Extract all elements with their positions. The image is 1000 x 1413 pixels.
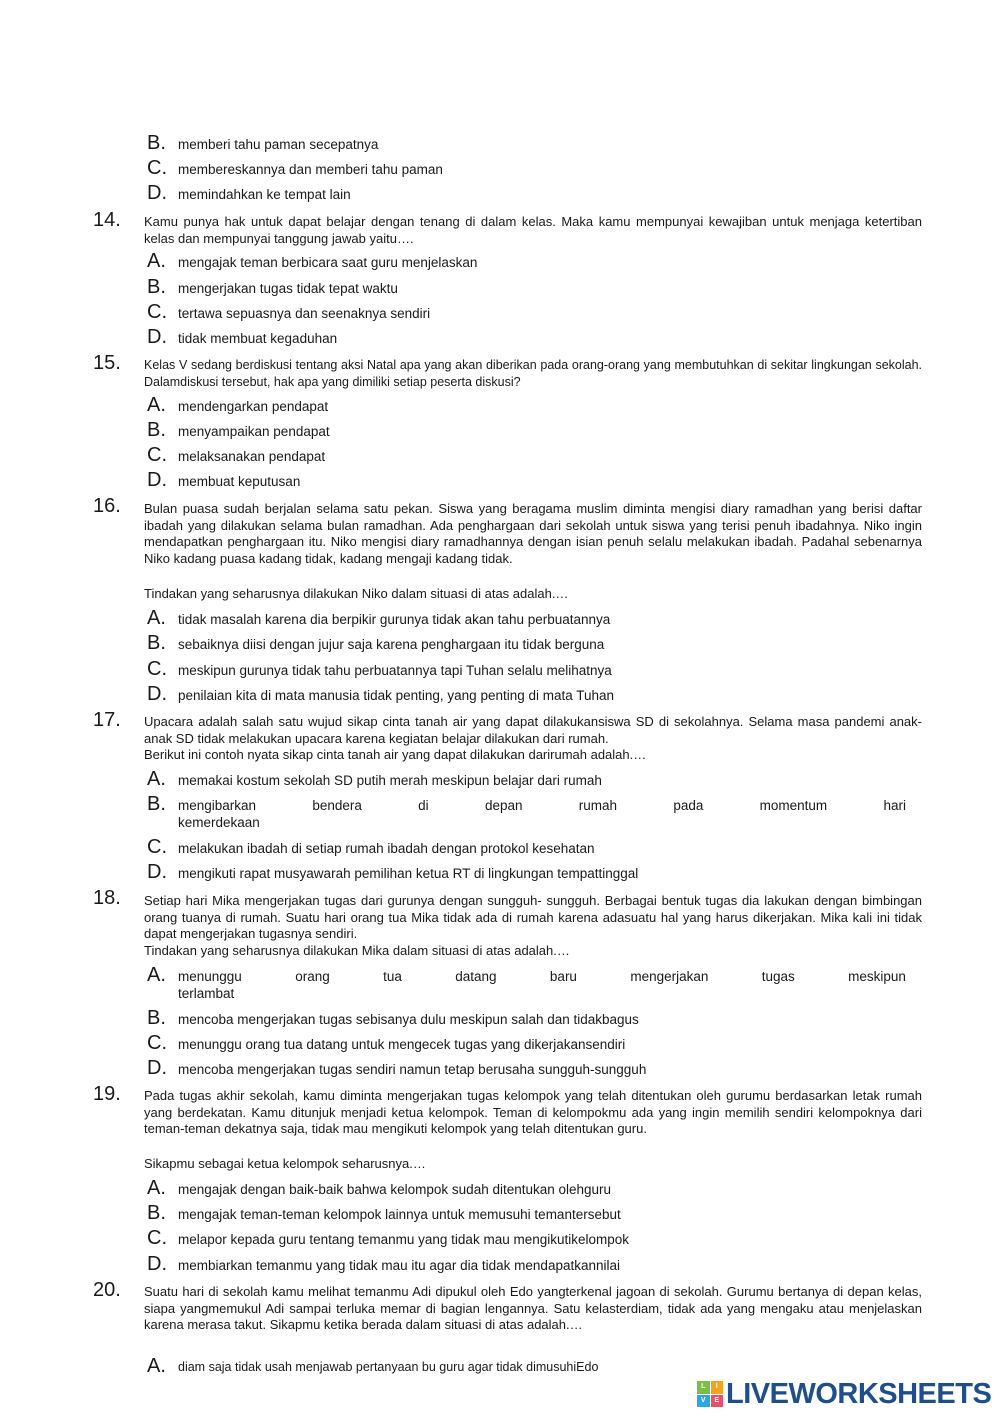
option-letter: C. (147, 1227, 167, 1249)
question-number: 20. (93, 1279, 121, 1301)
option-word: momentum (759, 798, 828, 813)
option-text: meskipun gurunya tidak tahu perbuatannya tapi Tuhan selalu melihatnya (178, 663, 612, 678)
option-letter: B. (147, 419, 166, 441)
question-number: 15. (93, 352, 121, 374)
option-word: mengibarkan (178, 798, 257, 813)
option-text: melaksanakan pendapat (178, 449, 326, 464)
question-prompt: Tindakan yang seharusnya dilakukan Niko dalam situasi di atas adalah.… (144, 586, 569, 601)
option-letter: A. (147, 250, 166, 272)
liveworksheets-logo[interactable] (697, 1377, 991, 1411)
option-word: tugas (761, 969, 795, 984)
option-text: memakai kostum sekolah SD putih merah meskipun belajar dari rumah (178, 773, 602, 788)
question-text: Pada tugas akhir sekolah, kamu diminta mengerjakan tugas kelompok yang telah ditentukan oleh gurumu berdasarkan letak rumah yang berdekatan. Kamu ditunjuk menjadi ketua kelompok. Teman di kelompokmu ada yang ingin memilih sendiri kelompoknya dari teman-teman dekatnya saja, tidak mau mengikuti kelompok yang telah ditentukan guru. (144, 1088, 922, 1136)
option-word: menunggu (178, 969, 242, 984)
option-letter: A. (147, 1177, 166, 1199)
option-text-continued: terlambat (178, 986, 235, 1001)
option-word: hari (883, 798, 906, 813)
option-letter: C. (147, 157, 167, 179)
brand-name: LIVEWORKSHEETS (726, 1377, 992, 1410)
option-letter: B. (147, 1202, 166, 1224)
option-text: penilaian kita di mata manusia tidak penting, yang penting di mata Tuhan (178, 688, 615, 703)
option-letter: B. (147, 276, 166, 298)
option-word: depan (484, 798, 523, 813)
logo-icon (697, 1381, 723, 1407)
option-text: mendengarkan pendapat (178, 399, 329, 414)
option-text: mengajak dengan baik-baik bahwa kelompok sudah ditentukan olehguru (178, 1182, 612, 1197)
option-letter: B. (147, 793, 166, 815)
question-prompt: Tindakan yang seharusnya dilakukan Mika dalam situasi di atas adalah.… (144, 943, 570, 958)
option-text-line (178, 968, 906, 985)
option-letter: A. (147, 394, 166, 416)
question-text: Bulan puasa sudah berjalan selama satu pekan. Siswa yang beragama muslim diminta mengisi diary ramadhan yang berisi daftar ibadah yang dilakukan selama bulan ramadhan. Ada penghargaan dari sekolah untuk siswa yang terisi penuh ibadahnya. Niko ingin mendapatkan penghargaan itu. Niko mengisi diary ramadhannya dengan isian penuh selalu melakukan ibadah. Padahal sebenarnya Niko kadang puasa kadang tidak, kadang mengaji kadang tidak. (144, 501, 922, 566)
option-letter: D. (147, 1057, 167, 1079)
option-letter: B. (147, 132, 166, 154)
question-number: 18. (93, 887, 121, 909)
option-text: melapor kepada guru tentang temanmu yang tidak mau mengikutikelompok (178, 1232, 630, 1247)
option-letter: A. (147, 607, 166, 629)
question-text: Kamu punya hak untuk dapat belajar dengan tenang di dalam kelas. Maka kamu mempunyai kewajiban untuk menjaga ketertiban kelas dan mempunyai tanggung jawab yaitu…. (144, 214, 922, 246)
option-text: tidak membuat kegaduhan (178, 331, 338, 346)
option-word: mengerjakan (630, 969, 709, 984)
option-text: mengajak teman berbicara saat guru menjelaskan (178, 255, 478, 270)
option-text: membereskannya dan memberi tahu paman (178, 162, 443, 177)
option-letter: B. (147, 632, 166, 654)
option-text (178, 797, 923, 831)
question-number: 16. (93, 495, 121, 517)
question-number: 19. (93, 1083, 121, 1105)
option-text-continued: kemerdekaan (178, 815, 260, 830)
question-text: Suatu hari di sekolah kamu melihat temanmu Adi dipukul oleh Edo yangterkenal jagoan di sekolah. Gurumu bertanya di depan kelas, siapa yangmemukul Adi sampai terluka memar di bagian lengannya. Satu kelasterdiam, tidak ada yang mengaku atau menjelaskan karena merasa takut. Sikapmu ketika berada dalam situasi di atas adalah.… (144, 1284, 922, 1332)
option-text: membuat keputusan (178, 474, 301, 489)
option-text: mencoba mengerjakan tugas sendiri namun tetap berusaha sungguh-sungguh (178, 1062, 647, 1077)
logo-tile: I (711, 1381, 724, 1394)
option-word: datang (455, 969, 497, 984)
option-letter: D. (147, 182, 167, 204)
logo-tile: V (697, 1395, 710, 1408)
option-word: bendera (312, 798, 362, 813)
option-letter: C. (147, 444, 167, 466)
question-text: Upacara adalah salah satu wujud sikap cinta tanah air yang dapat dilakukansiswa SD di sekolahnya. Selama masa pandemi anak-anak SD tidak melakukan upacara karena kegiatan belajar dilakukan dari rumah. (144, 714, 922, 746)
option-letter: D. (147, 469, 167, 491)
option-letter: A. (147, 768, 166, 790)
option-letter: A. (147, 1355, 166, 1377)
option-letter: B. (147, 1007, 166, 1029)
option-letter: C. (147, 658, 167, 680)
question-text: Kelas V sedang berdiskusi tentang aksi Natal apa yang akan diberikan pada orang-orang yang membutuhkan di sekitar lingkungan sekolah. Dalamdiskusi tersebut, hak apa yang dimiliki setiap peserta diskusi? (144, 358, 922, 389)
option-letter: C. (147, 1032, 167, 1054)
option-letter: D. (147, 683, 167, 705)
option-letter: A. (147, 964, 166, 986)
option-text: menyampaikan pendapat (178, 424, 330, 439)
option-letter: D. (147, 1253, 167, 1275)
option-letter: C. (147, 301, 167, 323)
question-prompt: Sikapmu sebagai ketua kelompok seharusnya.… (144, 1156, 426, 1171)
option-text: diam saja tidak usah menjawab pertanyaan bu guru agar tidak dimusuhiEdo (178, 1360, 599, 1374)
option-text: tidak masalah karena dia berpikir gurunya tidak akan tahu perbuatannya (178, 612, 611, 627)
option-text: tertawa sepuasnya dan seenaknya sendiri (178, 306, 431, 321)
option-letter: D. (147, 861, 167, 883)
question-prompt: Berikut ini contoh nyata sikap cinta tanah air yang dapat dilakukan darirumah adalah.… (144, 747, 647, 762)
question-number: 17. (93, 709, 121, 731)
question-number: 14. (93, 209, 121, 231)
option-text: mengerjakan tugas tidak tepat waktu (178, 281, 398, 296)
logo-tile: E (711, 1395, 724, 1408)
option-word: baru (549, 969, 577, 984)
option-text (178, 968, 923, 1002)
option-word: meskipun (848, 969, 906, 984)
option-text: mengikuti rapat musyawarah pemilihan ketua RT di lingkungan tempattinggal (178, 866, 639, 881)
option-word: rumah (578, 798, 618, 813)
option-text: mengajak teman-teman kelompok lainnya untuk memusuhi temantersebut (178, 1207, 621, 1222)
option-word: di (418, 798, 429, 813)
option-text: sebaiknya diisi dengan jujur saja karena penghargaan itu tidak berguna (178, 637, 605, 652)
option-text: menunggu orang tua datang untuk mengecek tugas yang dikerjakansendiri (178, 1037, 626, 1052)
option-text: memberi tahu paman secepatnya (178, 137, 379, 152)
option-letter: D. (147, 326, 167, 348)
option-word: orang (295, 969, 330, 984)
option-text: melakukan ibadah di setiap rumah ibadah dengan protokol kesehatan (178, 841, 595, 856)
option-text: mencoba mengerjakan tugas sebisanya dulu meskipun salah dan tidakbagus (178, 1012, 639, 1027)
option-word: tua (383, 969, 402, 984)
option-word: pada (673, 798, 704, 813)
logo-tile: L (697, 1381, 710, 1394)
question-text: Setiap hari Mika mengerjakan tugas dari gurunya dengan sungguh- sungguh. Berbagai bentuk tugas dia lakukan dengan bimbingan orang tuanya di rumah. Suatu hari orang tua Mika tidak ada di rumah karena adasuatu hal yang harus dikerjakan. Mika kali ini tidak dapat mengerjakan tugasnya sendiri. (144, 893, 922, 941)
option-text-line (178, 797, 906, 814)
option-letter: C. (147, 836, 167, 858)
option-text: membiarkan temanmu yang tidak mau itu agar dia tidak mendapatkannilai (178, 1258, 620, 1273)
option-text: memindahkan ke tempat lain (178, 187, 351, 202)
